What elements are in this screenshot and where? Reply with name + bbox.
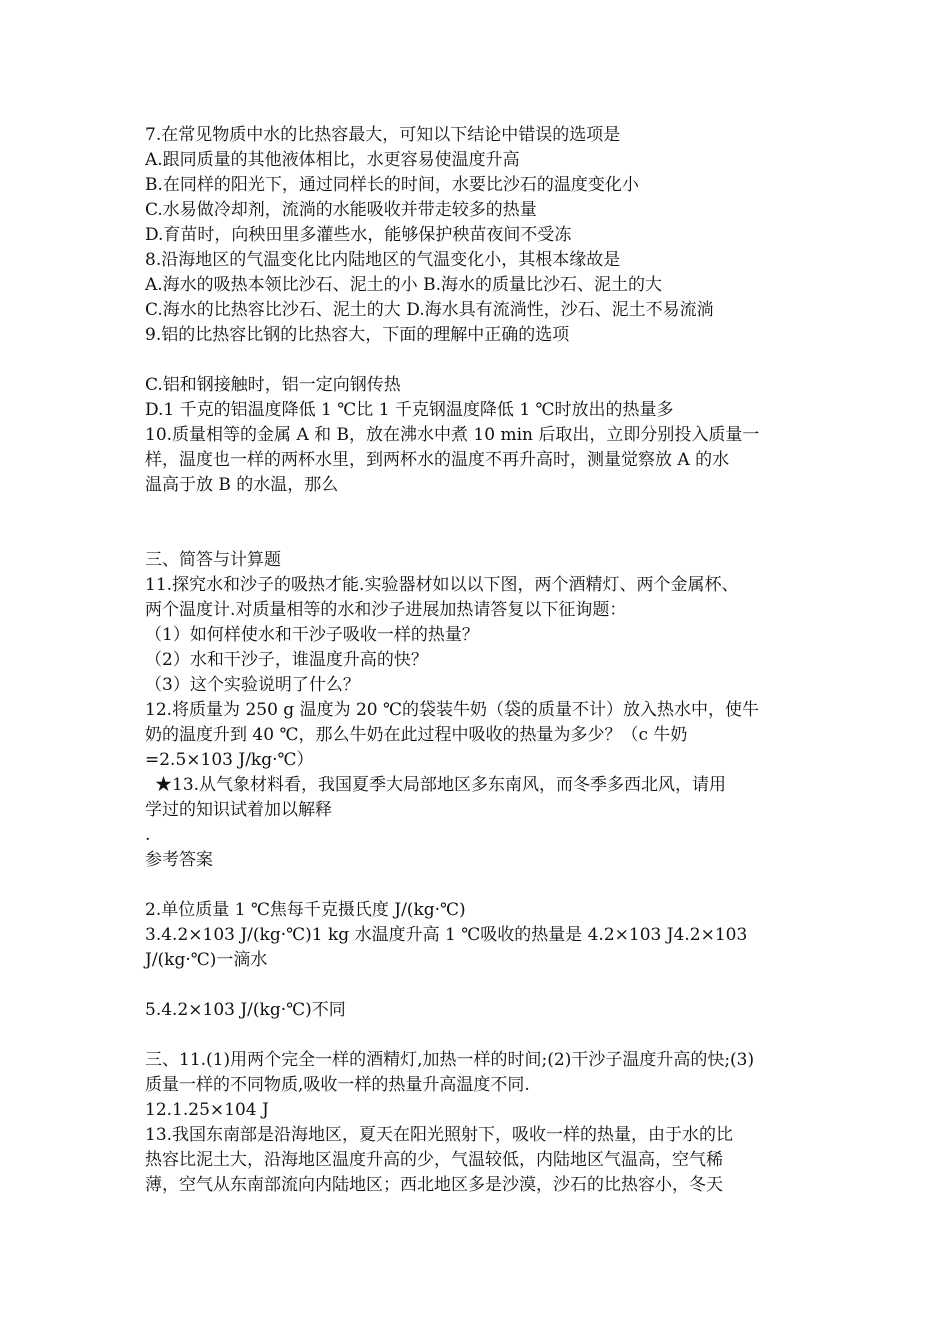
text-line: D.育苗时，向秧田里多灌些水，能够保护秧苗夜间不受冻 xyxy=(145,225,572,245)
text-line: 三、简答与计算题 xyxy=(145,550,281,570)
text-line: 薄，空气从东南部流向内陆地区；西北地区多是沙漠，沙石的比热容小，冬天 xyxy=(145,1175,723,1195)
text-line: =2.5×103 J/kg·℃） xyxy=(145,750,314,770)
text-line: 三、11.(1)用两个完全一样的酒精灯,加热一样的时间;(2)干沙子温度升高的快;(3) xyxy=(145,1050,755,1070)
text-line: 温高于放 B 的水温，那么 xyxy=(145,475,339,495)
text-line: J/(kg·℃)一滴水 xyxy=(145,950,268,970)
text-line: 奶的温度升到 40 ℃，那么牛奶在此过程中吸收的热量为多少？（c 牛奶 xyxy=(145,725,688,745)
text-line: 5.4.2×103 J/(kg·℃)不同 xyxy=(145,1000,346,1020)
blank-line xyxy=(145,973,815,998)
text-line: ★13.从气象材料看，我国夏季大局部地区多东南风，而冬季多西北风，请用 xyxy=(155,775,727,795)
document-body xyxy=(145,123,815,1198)
text-line: C.海水的比热容比沙石、泥土的大 D.海水具有流淌性，沙石、泥土不易流淌 xyxy=(145,300,714,320)
blank-line xyxy=(145,498,815,523)
text-line: . xyxy=(145,825,151,845)
text-line: 学过的知识试着加以解释 xyxy=(145,800,332,820)
text-line: C.铝和钢接触时，铝一定向钢传热 xyxy=(145,375,401,395)
text-line: 8.沿海地区的气温变化比内陆地区的气温变化小，其根本缘故是 xyxy=(145,250,621,270)
text-line: C.水易做冷却剂，流淌的水能吸收并带走较多的热量 xyxy=(145,200,537,220)
text-line: A.跟同质量的其他液体相比，水更容易使温度升高 xyxy=(145,150,520,170)
blank-line xyxy=(145,523,815,548)
text-line: 2.单位质量 1 ℃焦每千克摄氏度 J/(kg·℃) xyxy=(145,900,466,920)
text-line: B.在同样的阳光下，通过同样长的时间，水要比沙石的温度变化小 xyxy=(145,175,639,195)
text-line: 样，温度也一样的两杯水里，到两杯水的温度不再升高时，测量觉察放 A 的水 xyxy=(145,450,730,470)
blank-line xyxy=(145,1023,815,1048)
text-line: 10.质量相等的金属 A 和 B，放在沸水中煮 10 min 后取出，立即分别投入质量一 xyxy=(145,425,760,445)
text-line: 11.探究水和沙子的吸热才能.实验器材如以以下图，两个酒精灯、两个金属杯、 xyxy=(145,575,739,595)
text-line: A.海水的吸热本领比沙石、泥土的小 B.海水的质量比沙石、泥土的大 xyxy=(145,275,662,295)
text-line: 3.4.2×103 J/(kg·℃)1 kg 水温度升高 1 ℃吸收的热量是 4.2×103 J4.2×103 xyxy=(145,925,748,945)
text-line: （1）如何样使水和干沙子吸收一样的热量？ xyxy=(145,625,479,645)
text-line: 9.铝的比热容比钢的比热容大，下面的理解中正确的选项 xyxy=(145,325,570,345)
text-line: 参考答案 xyxy=(145,850,213,870)
text-line: D.1 千克的铝温度降低 1 ℃比 1 千克钢温度降低 1 ℃时放出的热量多 xyxy=(145,400,674,420)
text-line: （3）这个实验说明了什么？ xyxy=(145,675,360,695)
text-line: （2）水和干沙子，谁温度升高的快？ xyxy=(145,650,428,670)
text-line: 两个温度计.对质量相等的水和沙子进展加热请答复以下征询题： xyxy=(145,600,627,620)
blank-line xyxy=(145,873,815,898)
text-line: 12.1.25×104 J xyxy=(145,1100,269,1120)
blank-line xyxy=(145,348,815,373)
text-line: 7.在常见物质中水的比热容最大，可知以下结论中错误的选项是 xyxy=(145,125,621,145)
text-line: 热容比泥土大，沿海地区温度升高的少，气温较低，内陆地区气温高，空气稀 xyxy=(145,1150,723,1170)
text-line: 质量一样的不同物质,吸收一样的热量升高温度不同. xyxy=(145,1075,530,1095)
text-line: 12.将质量为 250 g 温度为 20 ℃的袋装牛奶（袋的质量不计）放入热水中，使牛 xyxy=(145,700,760,720)
text-line: 13.我国东南部是沿海地区，夏天在阳光照射下，吸收一样的热量，由于水的比 xyxy=(145,1125,734,1145)
